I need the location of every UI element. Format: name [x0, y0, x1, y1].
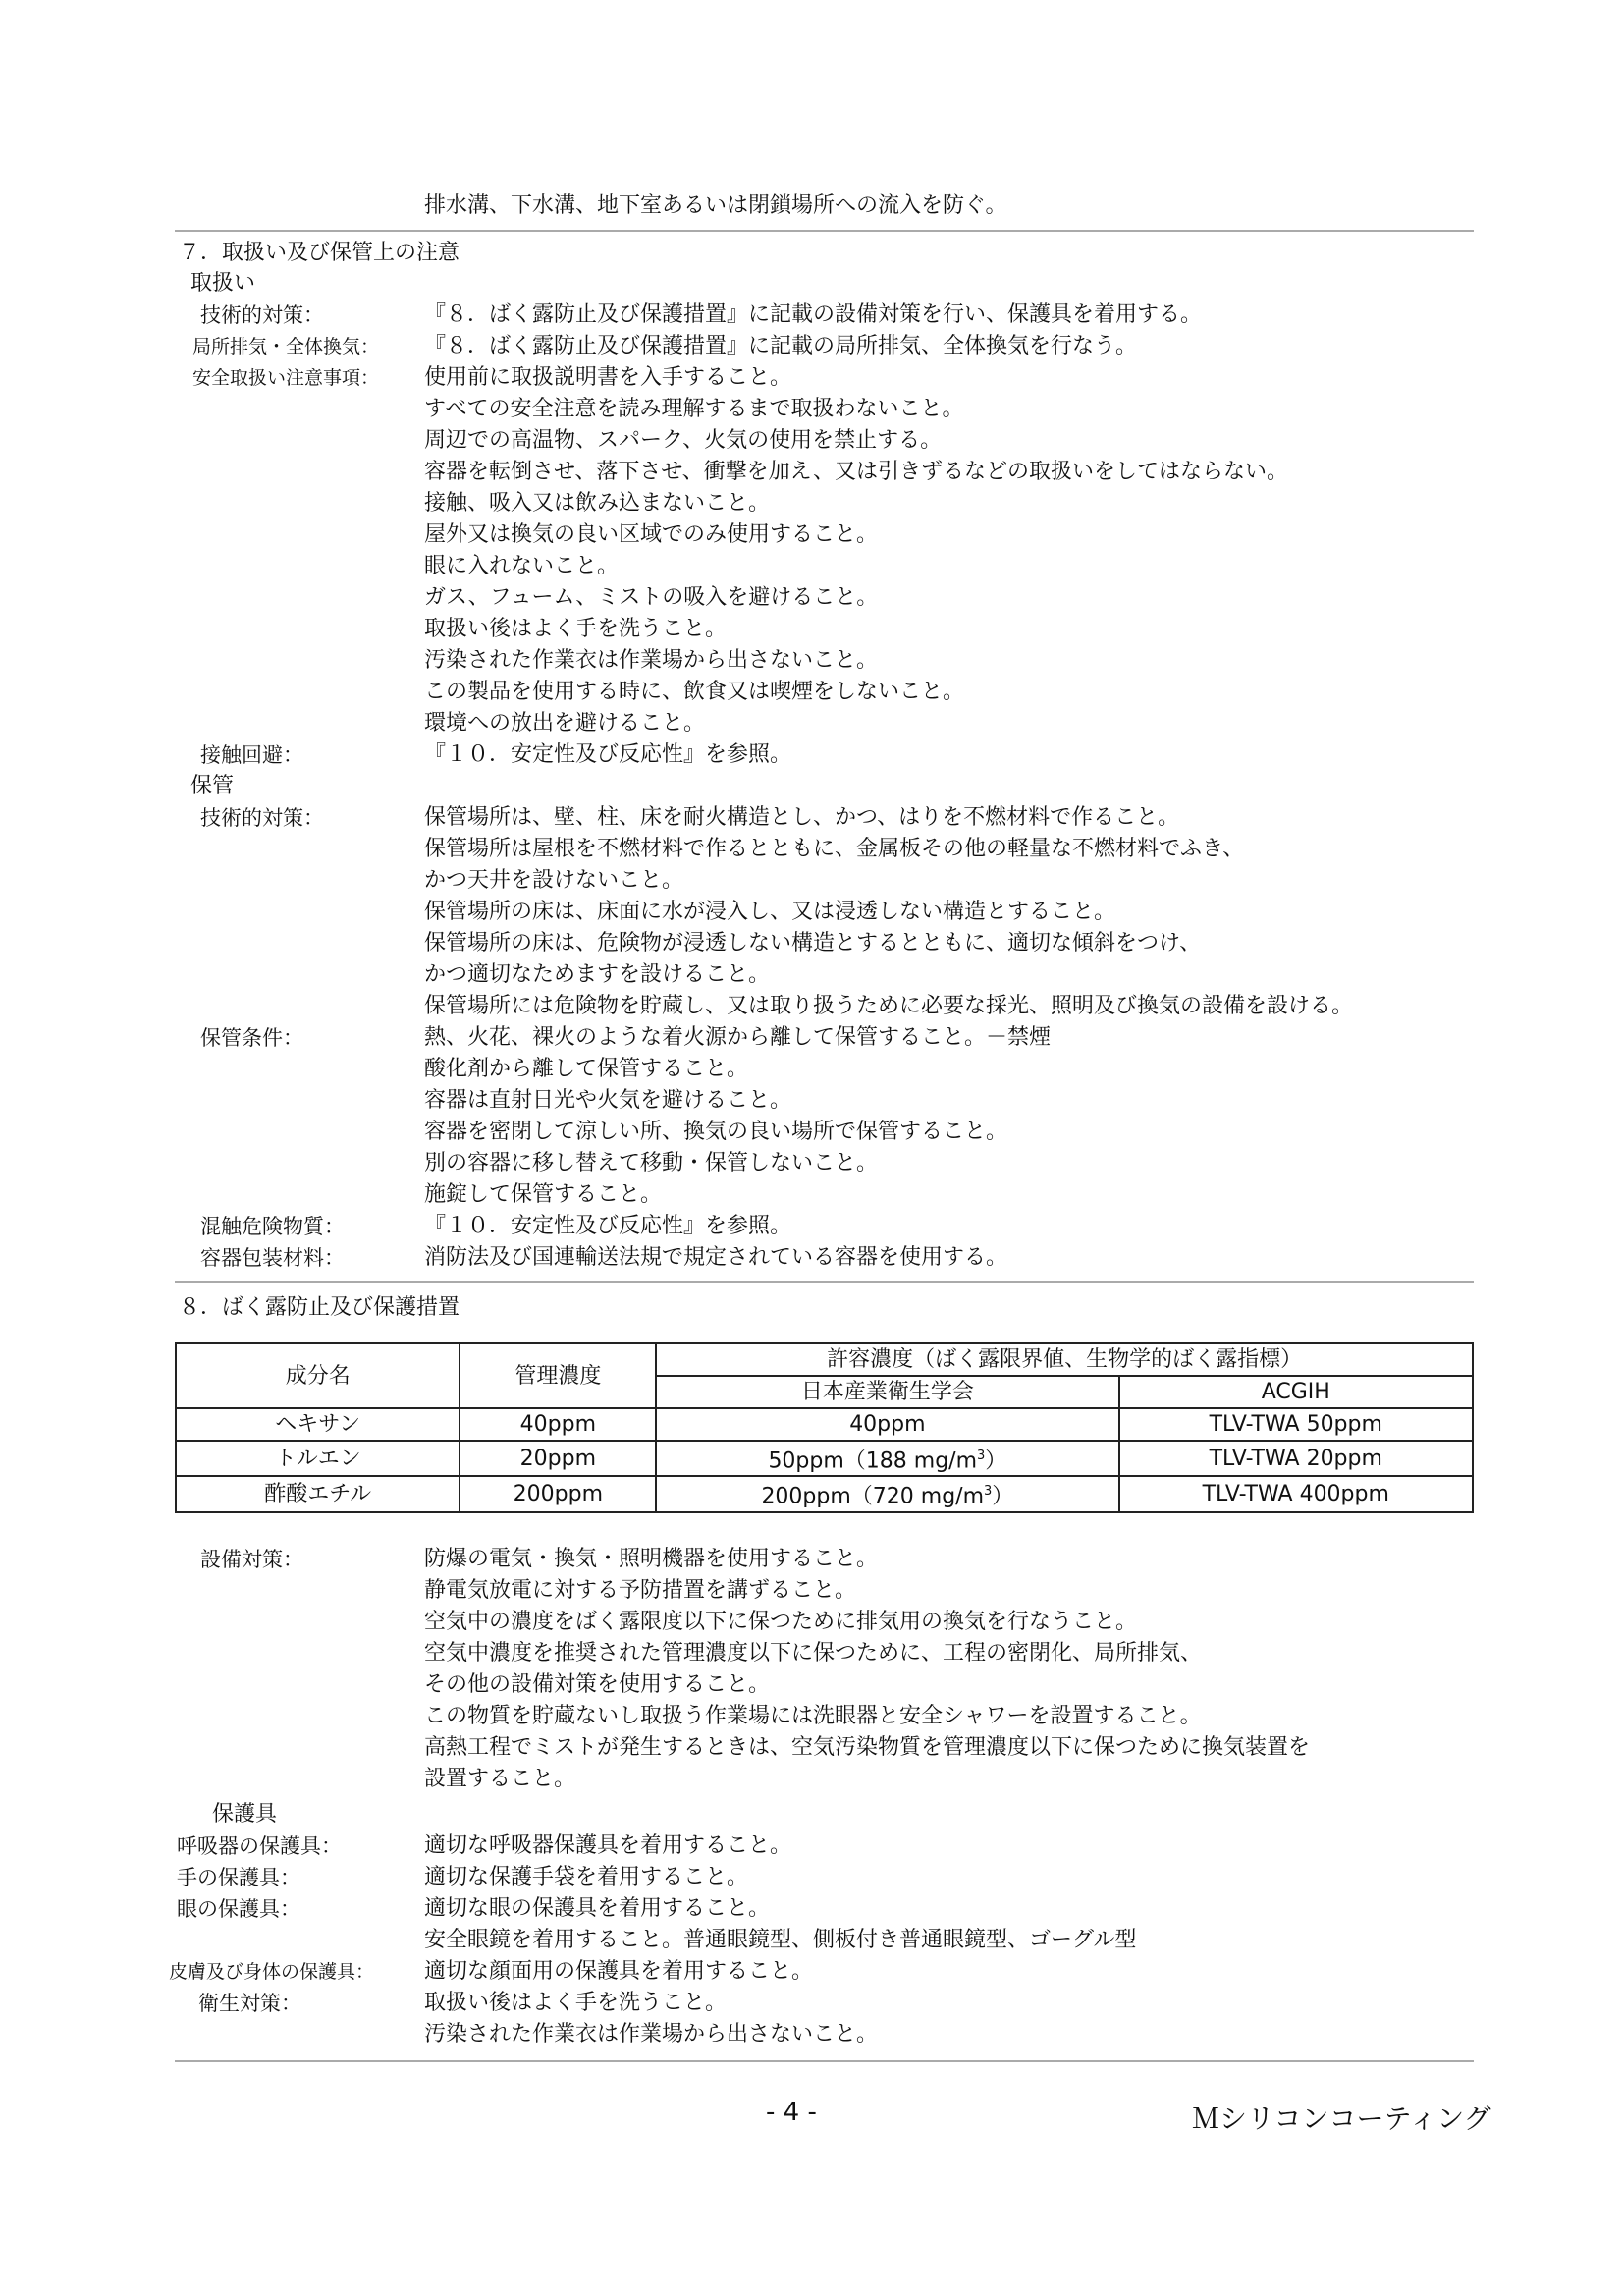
value-line: かつ適切なためますを設けること。 [424, 962, 771, 987]
value-line: かつ天井を設けないこと。 [424, 868, 684, 893]
value-line: 保管場所の床は、危険物が浸透しない構造とするとともに、適切な傾斜をつけ、 [424, 931, 1202, 956]
cell-acgih: TLV-TWA 20ppm [1119, 1441, 1474, 1476]
cell-acgih: TLV-TWA 50ppm [1119, 1408, 1474, 1441]
handling-heading: 取扱い [190, 271, 256, 296]
label-respiratory-protection: 呼吸器の保護具： [177, 1834, 342, 1858]
value-line: 保管場所の床は、床面に水が浸入し、又は浸透しない構造とすること。 [424, 900, 1116, 924]
value-line: ガス、フューム、ミストの吸入を避けること。 [424, 585, 879, 610]
table-row [176, 1441, 1473, 1476]
label-technical-measures: 技術的対策： [200, 303, 324, 327]
cell-acgih: TLV-TWA 400ppm [1119, 1476, 1474, 1511]
header-acgih: ACGIH [1119, 1376, 1474, 1408]
top-continuation-line: 排水溝、下水溝、地下室あるいは閉鎖場所への流入を防ぐ。 [424, 193, 1007, 218]
value-line: 適切な顔面用の保護具を着用すること。 [424, 1959, 814, 1984]
value-line: 汚染された作業衣は作業場から出さないこと。 [424, 2022, 879, 2047]
value-line: 高熱工程でミストが発生するときは、空気汚染物質を管理濃度以下に保つために換気装置を [424, 1735, 1311, 1760]
divider [175, 2060, 1474, 2062]
cell-jsoh: 200ppm（720 $mg/m^3$） [656, 1476, 1118, 1511]
cell-control: 20ppm [460, 1441, 656, 1476]
label-storage-technical: 技術的対策： [200, 806, 324, 830]
header-control-concentration: 管理濃度 [460, 1343, 656, 1408]
divider [175, 1281, 1474, 1283]
value-line: 安全眼鏡を着用すること。普通眼鏡型、側板付き普通眼鏡型、ゴーグル型 [424, 1928, 1137, 1952]
value-line: 汚染された作業衣は作業場から出さないこと。 [424, 648, 879, 673]
value-line: 静電気放電に対する予防措置を講ずること。 [424, 1578, 857, 1603]
value-line: 保管場所には危険物を貯蔵し、又は取り扱うために必要な採光、照明及び換気の設備を設ける。 [424, 994, 1354, 1018]
value-line: 眼に入れないこと。 [424, 554, 620, 578]
value-line: すべての安全注意を読み理解するまで取扱わないこと。 [424, 397, 964, 421]
value-line: 『８．ばく露防止及び保護措置』に記載の設備対策を行い、保護具を着用する。 [424, 302, 1203, 327]
value-line: 『１０．安定性及び反応性』を参照。 [424, 1214, 792, 1238]
label-incompatible-materials: 混触危険物質： [200, 1215, 345, 1238]
storage-heading: 保管 [190, 774, 235, 798]
label-packaging-materials: 容器包装材料： [200, 1246, 345, 1270]
label-equipment-measures: 設備対策： [200, 1548, 303, 1571]
value-line: 設置すること。 [424, 1767, 576, 1791]
cell-component: トルエン [176, 1441, 460, 1476]
value-line: 保管場所は、壁、柱、床を耐火構造とし、かつ、はりを不燃材料で作ること。 [424, 805, 1180, 830]
ppe-heading: 保護具 [212, 1802, 278, 1827]
header-allowable-concentration: 許容濃度（ばく露限界値、生物学的ばく露指標） [656, 1343, 1473, 1376]
value-line: 『１０．安定性及び反応性』を参照。 [424, 742, 792, 767]
label-contact-avoidance: 接触回避： [200, 743, 303, 767]
value-line: 使用前に取扱説明書を入手すること。 [424, 365, 792, 390]
value-line: 保管場所は屋根を不燃材料で作るとともに、金属板その他の軽量な不燃材料でふき、 [424, 837, 1245, 861]
value-line: その他の設備対策を使用すること。 [424, 1672, 771, 1697]
value-line: 容器を密閉して涼しい所、換気の良い場所で保管すること。 [424, 1120, 1008, 1144]
header-jsoh: 日本産業衛生学会 [656, 1376, 1118, 1408]
value-line: 空気中の濃度をばく露限度以下に保つために排気用の換気を行なうこと。 [424, 1610, 1138, 1634]
value-line: 消防法及び国連輸送法規で規定されている容器を使用する。 [424, 1245, 1008, 1270]
cell-control: 40ppm [460, 1408, 656, 1441]
value-line: 施錠して保管すること。 [424, 1182, 663, 1207]
table-row [176, 1408, 1473, 1441]
label-safe-handling: 安全取扱い注意事項： [192, 367, 380, 389]
label-eye-protection: 眼の保護具： [177, 1897, 300, 1921]
label-hand-protection: 手の保護具： [177, 1866, 300, 1889]
value-line: 屋外又は換気の良い区域でのみ使用すること。 [424, 522, 879, 547]
cell-jsoh: 40ppm [656, 1408, 1118, 1441]
value-line: この製品を使用する時に、飲食又は喫煙をしないこと。 [424, 680, 965, 704]
table-row [176, 1476, 1473, 1511]
value-line: この物質を貯蔵ないし取扱う作業場には洗眼器と安全シャワーを設置すること。 [424, 1704, 1202, 1728]
value-line: 接触、吸入又は飲み込まないこと。 [424, 491, 771, 516]
cell-component: ヘキサン [176, 1408, 460, 1441]
page-number: - 4 - [766, 2098, 817, 2127]
section7-title: ７．取扱い及び保管上の注意 [179, 241, 460, 265]
value-line: 適切な保護手袋を着用すること。 [424, 1865, 749, 1889]
divider [175, 230, 1474, 232]
product-name: Ｍシリコンコーティング [1192, 2103, 1491, 2135]
value-line: 別の容器に移し替えて移動・保管しないこと。 [424, 1151, 879, 1175]
value-line: 『８．ばく露防止及び保護措置』に記載の局所排気、全体換気を行なう。 [424, 334, 1138, 358]
label-skin-protection: 皮膚及び身体の保護具： [169, 1961, 375, 1983]
value-line: 容器は直射日光や火気を避けること。 [424, 1088, 792, 1113]
label-hygiene-measures: 衛生対策： [198, 1992, 301, 2015]
value-line: 空気中濃度を推奨された管理濃度以下に保つために、工程の密閉化、局所排気、 [424, 1641, 1203, 1666]
value-line: 取扱い後はよく手を洗うこと。 [424, 617, 728, 641]
value-line: 酸化剤から離して保管すること。 [424, 1057, 749, 1081]
value-line: 防爆の電気・換気・照明機器を使用すること。 [424, 1547, 879, 1571]
value-line: 適切な呼吸器保護具を着用すること。 [424, 1833, 792, 1858]
value-line: 周辺での高温物、スパーク、火気の使用を禁止する。 [424, 428, 943, 453]
cell-component: 酢酸エチル [176, 1476, 460, 1511]
label-local-ventilation: 局所排気・全体換気： [192, 336, 380, 357]
label-storage-conditions: 保管条件： [200, 1026, 303, 1050]
header-component: 成分名 [176, 1343, 460, 1408]
exposure-limits-table [175, 1342, 1474, 1513]
cell-control: 200ppm [460, 1476, 656, 1511]
section8-title: ８．ばく露防止及び保護措置 [179, 1295, 460, 1320]
value-line: 熱、火花、裸火のような着火源から離して保管すること。－禁煙 [424, 1025, 1052, 1050]
value-line: 取扱い後はよく手を洗うこと。 [424, 1991, 728, 2015]
value-line: 容器を転倒させ、落下させ、衝撃を加え、又は引きずるなどの取扱いをしてはならない。 [424, 460, 1289, 484]
value-line: 適切な眼の保護具を着用すること。 [424, 1896, 771, 1921]
cell-jsoh: 50ppm（188 $mg/m^3$） [656, 1441, 1118, 1476]
value-line: 環境への放出を避けること。 [424, 711, 706, 736]
